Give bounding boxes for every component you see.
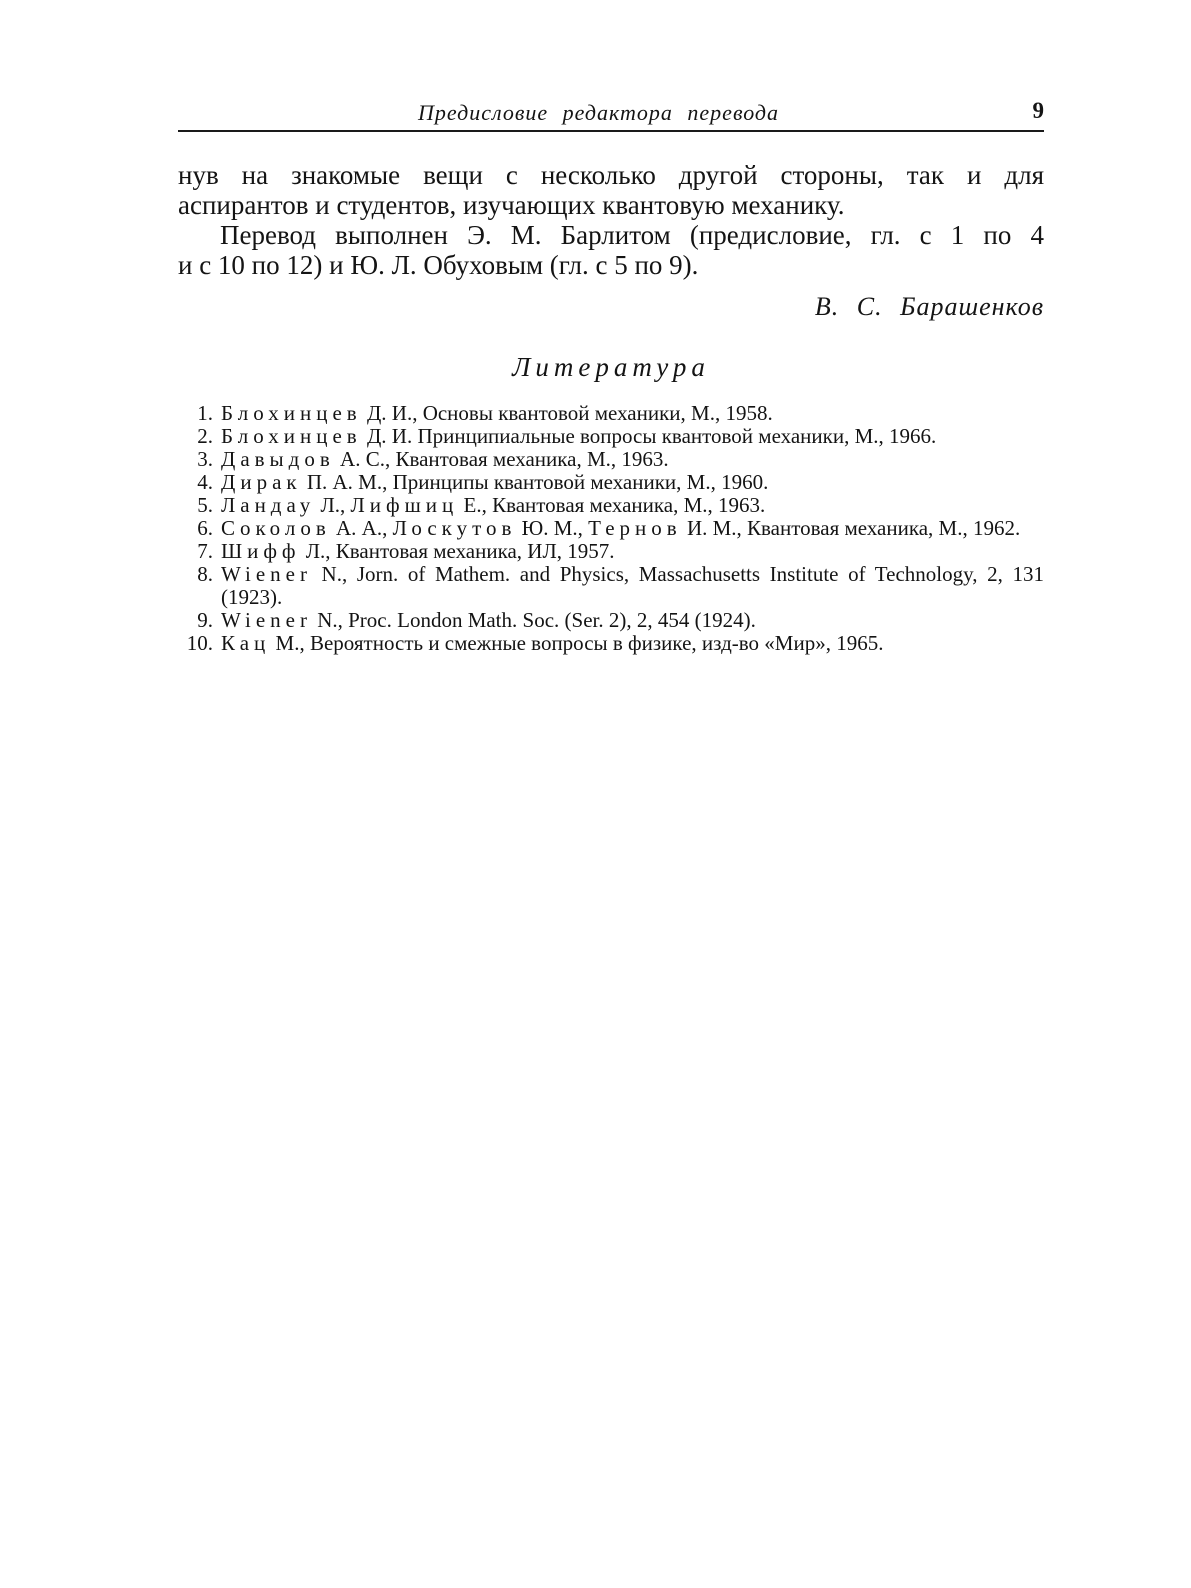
reference-number: 6. [197, 516, 213, 540]
paragraph-2-line-2: и с 10 по 12) и Ю. Л. Обуховым (гл. с 5 по 9). [178, 250, 699, 280]
reference-author: Давыдов [221, 447, 335, 471]
reference-list [178, 402, 1044, 655]
reference-text: П. А. М., Принципы квантовой механики, М., 1960. [301, 470, 769, 494]
reference-text: А. С., Квантовая механика, М., 1963. [334, 447, 669, 471]
reference-item-6 [178, 517, 1044, 540]
running-title: Предисловие редактора перевода [418, 100, 780, 125]
reference-text: Е., Квантовая механика, М., 1963. [458, 493, 766, 517]
reference-author: Блохинцев [221, 424, 362, 448]
reference-text: И. М., Квантовая механика, М., 1962. [681, 516, 1021, 540]
reference-item-2 [178, 425, 1044, 448]
reference-number: 8. [197, 562, 213, 586]
reference-item-4 [178, 471, 1044, 494]
reference-author: Лоскутов [392, 516, 517, 540]
reference-author: Wiener [221, 562, 312, 586]
reference-author: Блохинцев [221, 401, 362, 425]
reference-item-3 [178, 448, 1044, 471]
reference-text: N., Proc. London Math. Soc. (Ser. 2), 2, 454 (1924). [311, 608, 756, 632]
body-text [178, 160, 1044, 280]
paragraph-1-line-1: нув на знакомые вещи с несколько другой стороны, так и для [178, 160, 1044, 190]
reference-number: 4. [197, 470, 213, 494]
reference-author: Ландау [221, 493, 316, 517]
reference-author: Кац [221, 631, 271, 655]
reference-number: 2. [197, 424, 213, 448]
paragraph-1-line-2: аспирантов и студентов, изучающих квантовую механику. [178, 190, 845, 220]
reference-text: Л., Квантовая механика, ИЛ, 1957. [300, 539, 615, 563]
reference-author: Дирак [221, 470, 302, 494]
reference-number: 1. [197, 401, 213, 425]
reference-text: Л., [315, 493, 351, 517]
reference-item-10 [178, 632, 1044, 655]
reference-author: Лифшиц [350, 493, 459, 517]
reference-text: N., Jorn. of Mathem. and Physics, Massachusetts Institute of Technology, 2, 131 (1923). [221, 562, 1044, 609]
reference-number: 7. [197, 539, 213, 563]
paragraph-2-line-1: Перевод выполнен Э. М. Барлитом (предисловие, гл. с 1 по 4 [220, 220, 1044, 250]
running-header [178, 100, 1044, 132]
reference-author: Шифф [221, 539, 301, 563]
reference-item-9 [178, 609, 1044, 632]
reference-number: 5. [197, 493, 213, 517]
reference-text: Ю. М., [516, 516, 589, 540]
reference-item-8 [178, 563, 1044, 609]
reference-author: Соколов [221, 516, 331, 540]
reference-text: А. А., [330, 516, 393, 540]
reference-text: Д. И., Основы квантовой механики, М., 1958. [361, 401, 773, 425]
reference-author: Wiener [221, 608, 312, 632]
references-heading: Литература [512, 352, 710, 382]
reference-item-7 [178, 540, 1044, 563]
page-number: 9 [1032, 98, 1044, 123]
reference-number: 9. [197, 608, 213, 632]
reference-item-5 [178, 494, 1044, 517]
reference-text: Д. И. Принципиальные вопросы квантовой механики, М., 1966. [361, 424, 937, 448]
reference-author: Тернов [588, 516, 682, 540]
reference-text: М., Вероятность и смежные вопросы в физике, изд-во «Мир», 1965. [270, 631, 884, 655]
reference-number: 10. [186, 631, 213, 655]
reference-number: 3. [197, 447, 213, 471]
editor-signature: В. С. Барашенков [814, 292, 1044, 321]
reference-item-1 [178, 402, 1044, 425]
